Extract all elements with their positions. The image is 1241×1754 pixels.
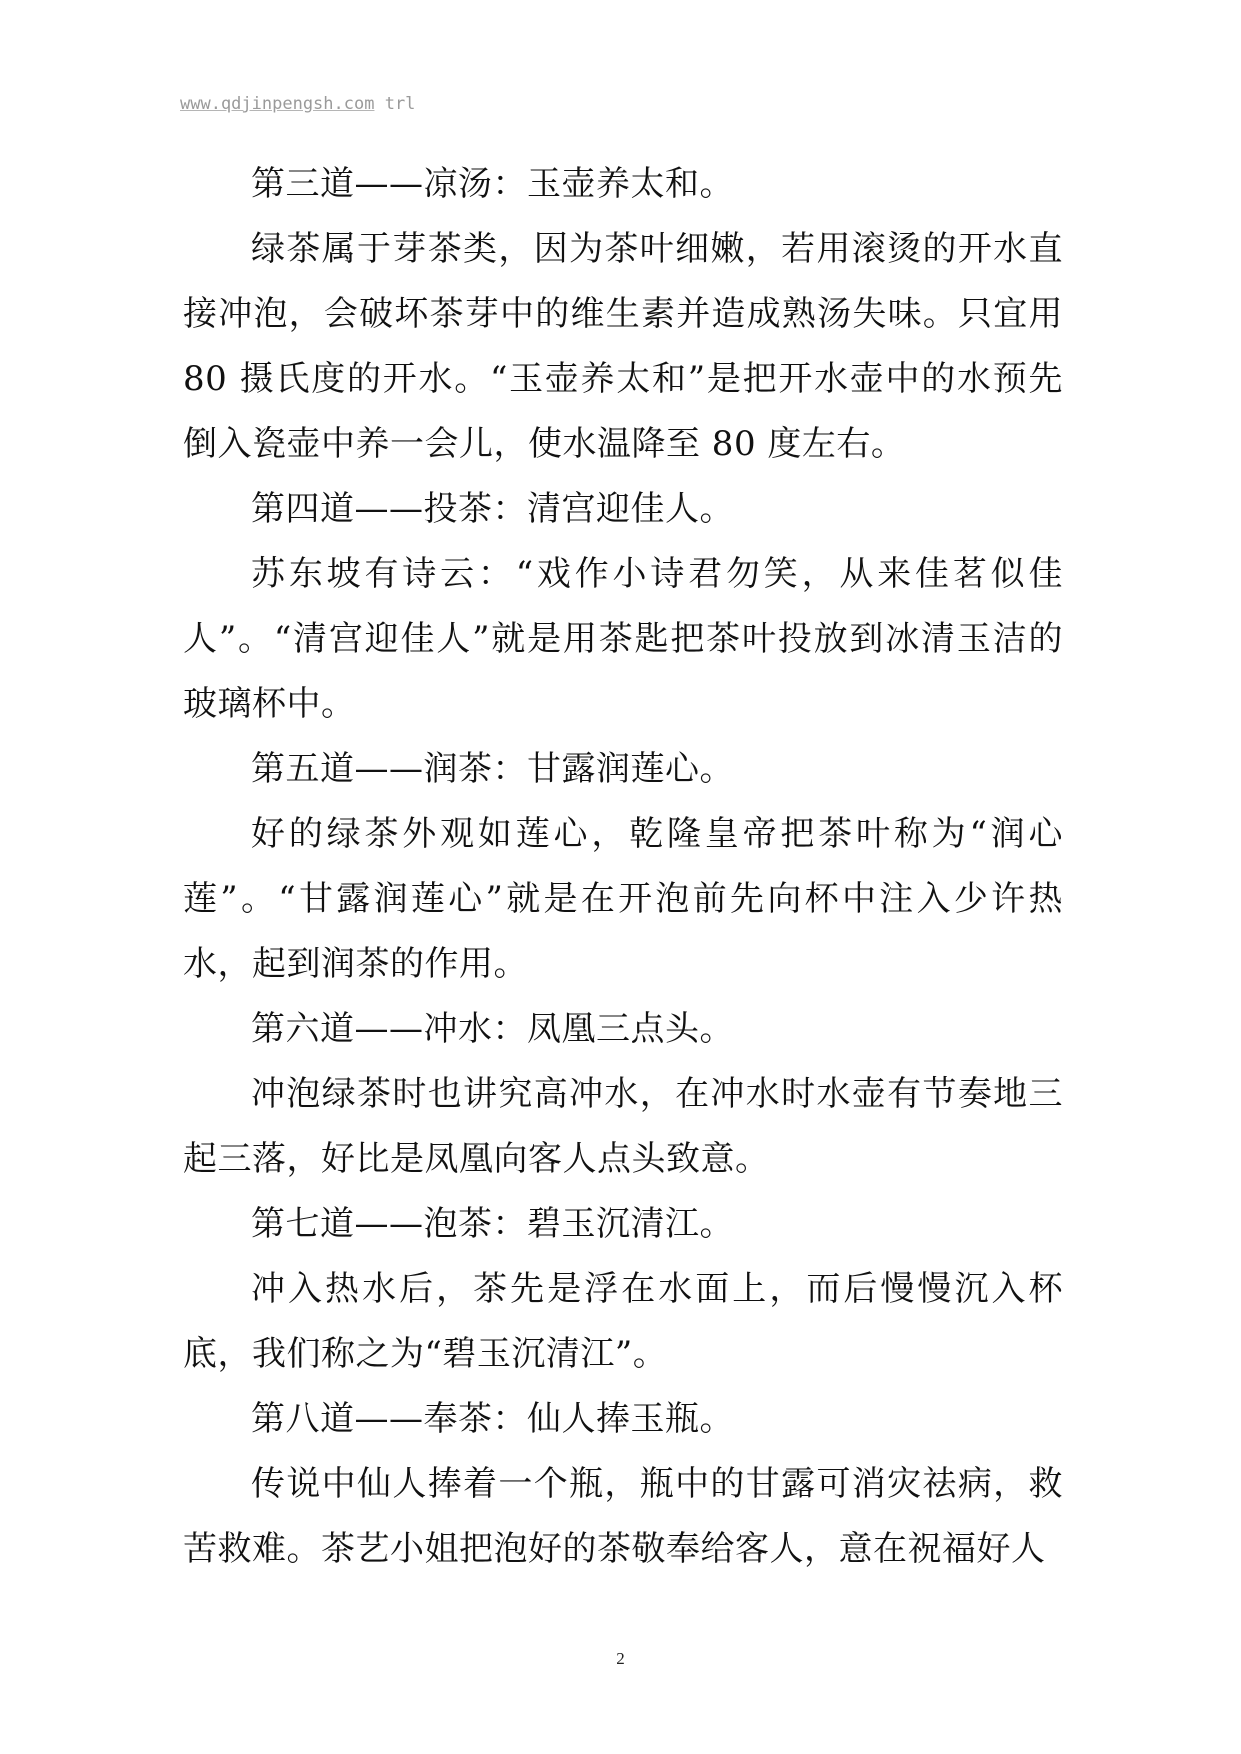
body-paragraph: 冲入热水后，茶先是浮在水面上，而后慢慢沉入杯底，我们称之为“碧玉沉清江”。 [183, 1269, 1063, 1374]
body-paragraph: 绿茶属于芽茶类，因为茶叶细嫩，若用滚烫的开水直接冲泡，会破坏茶芽中的维生素并造成熟汤失味。只宜用 80 摄氏度的开水。“玉壶养太和”是把开水壶中的水预先倒入瓷壶中养一会儿，使水温降至 80 度左右。 [183, 229, 1063, 464]
section-heading: 第四道——投茶：清宫迎佳人。 [251, 489, 734, 529]
body-paragraph: 冲泡绿茶时也讲究高冲水，在冲水时水壶有节奏地三起三落，好比是凤凰向客人点头致意。 [183, 1074, 1063, 1179]
section-heading: 第五道——润茶：甘露润莲心。 [251, 749, 734, 789]
body-paragraph: 传说中仙人捧着一个瓶，瓶中的甘露可消灾祛病，救苦救难。茶艺小姐把泡好的茶敬奉给客人，意在祝福好人 [183, 1464, 1063, 1569]
header-suffix: trl [374, 94, 416, 114]
section-heading: 第八道——奉茶：仙人捧玉瓶。 [251, 1399, 734, 1439]
section-heading: 第三道——凉汤：玉壶养太和。 [251, 164, 734, 204]
header-url [180, 94, 415, 114]
page-number: 2 [616, 1649, 625, 1668]
body-paragraph: 好的绿茶外观如莲心，乾隆皇帝把茶叶称为“润心莲”。“甘露润莲心”就是在开泡前先向杯中注入少许热水，起到润茶的作用。 [183, 814, 1063, 984]
document-body [183, 152, 1063, 1582]
section-heading: 第七道——泡茶：碧玉沉清江。 [251, 1204, 734, 1244]
body-paragraph: 苏东坡有诗云：“戏作小诗君勿笑，从来佳茗似佳人”。“清宫迎佳人”就是用茶匙把茶叶投放到冰清玉洁的玻璃杯中。 [183, 554, 1063, 724]
site-link[interactable]: www.qdjinpengsh.com [180, 94, 375, 114]
section-heading: 第六道——冲水：凤凰三点头。 [251, 1009, 734, 1049]
